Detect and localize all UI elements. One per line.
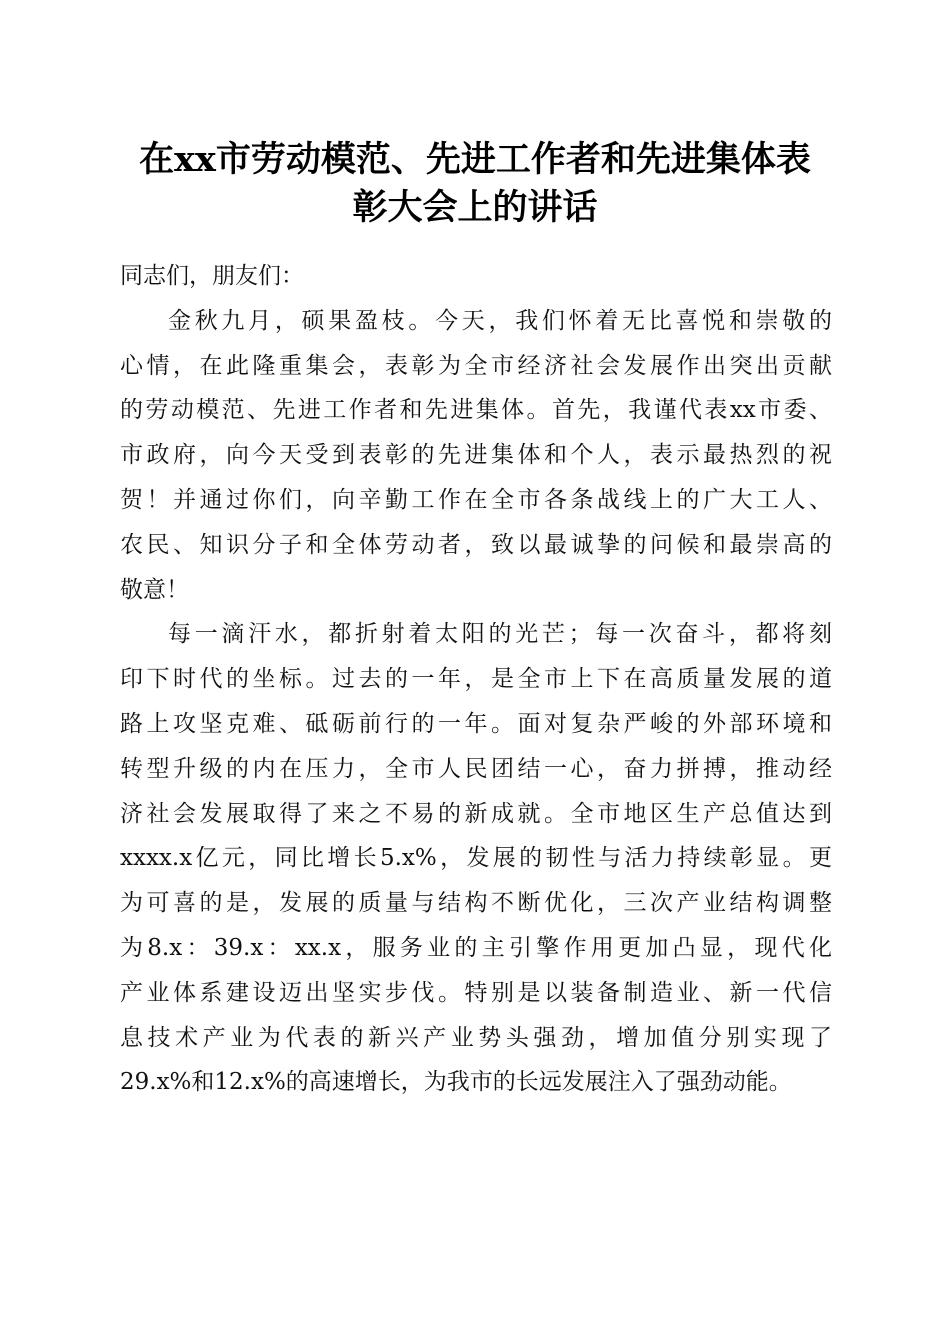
paragraph-line: 为可喜的是，发展的质量与结构不断优化，三次产业结构调整 bbox=[120, 890, 832, 917]
paragraph-line: 印下时代的坐标。过去的一年，是全市上下在高质量发展的道 bbox=[120, 666, 832, 693]
document-title bbox=[100, 136, 850, 232]
paragraph-line: 产业体系建设迈出坚实步伐。特别是以装备制造业、新一代信 bbox=[120, 979, 832, 1006]
document-body bbox=[120, 254, 832, 1105]
title-line: 彰大会上的讲话 bbox=[352, 187, 598, 228]
paragraph-line: 息技术产业为代表的新兴产业势头强劲，增加值分别实现了 bbox=[120, 1024, 832, 1051]
paragraph-line: 的劳动模范、先进工作者和先进集体。首先，我谨代表xx市委、 bbox=[120, 397, 832, 424]
paragraph-line: 心情，在此隆重集会，表彰为全市经济社会发展作出突出贡献 bbox=[120, 352, 832, 379]
paragraph-2 bbox=[120, 612, 832, 1105]
paragraph-1 bbox=[120, 299, 832, 613]
paragraph-line: 敬意！ bbox=[120, 576, 189, 603]
paragraph-line: 为8.x：39.x：xx.x，服务业的主引擎作用更加凸显，现代化 bbox=[120, 934, 832, 961]
salutation: 同志们，朋友们： bbox=[120, 263, 304, 289]
title-line: 在xx市劳动模范、先进工作者和先进集体表 bbox=[139, 139, 811, 180]
paragraph-line: 济社会发展取得了来之不易的新成就。全市地区生产总值达到 bbox=[120, 800, 832, 827]
paragraph-line: 路上攻坚克难、砥砺前行的一年。面对复杂严峻的外部环境和 bbox=[120, 710, 832, 737]
paragraph-line: 贺！并通过你们，向辛勤工作在全市各条战线上的广大工人、 bbox=[120, 486, 832, 513]
paragraph-line: 金秋九月，硕果盈枝。今天，我们怀着无比喜悦和崇敬的 bbox=[168, 307, 832, 334]
paragraph-line: 每一滴汗水，都折射着太阳的光芒；每一次奋斗，都将刻 bbox=[168, 621, 832, 648]
paragraph-line: 农民、知识分子和全体劳动者，致以最诚挚的问候和最崇高的 bbox=[120, 531, 832, 558]
paragraph-line: 市政府，向今天受到表彰的先进集体和个人，表示最热烈的祝 bbox=[120, 442, 832, 469]
paragraph-line: 转型升级的内在压力，全市人民团结一心，奋力拼搏，推动经 bbox=[120, 755, 832, 782]
paragraph-line: 29.x%和12.x%的高速增长，为我市的长远发展注入了强劲动能。 bbox=[120, 1069, 792, 1096]
paragraph-line: xxxx.x亿元，同比增长5.x%，发展的韧性与活力持续彰显。更 bbox=[120, 845, 832, 872]
